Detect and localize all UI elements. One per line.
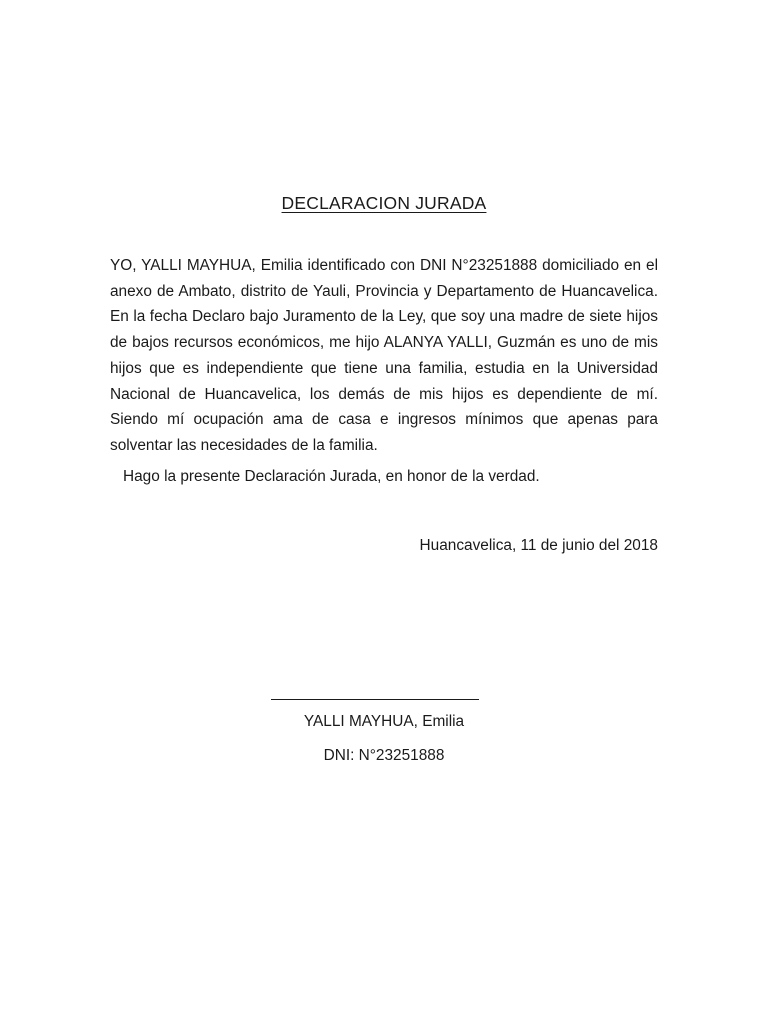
- document-title: DECLARACION JURADA: [281, 193, 487, 213]
- signatory-name: YALLI MAYHUA, Emilia: [303, 713, 465, 730]
- declaration-body-paragraph: YO, YALLI MAYHUA, Emilia identificado con DNI N°23251888 domiciliado en el anexo de Ambato, distrito de Yauli, Provincia y Departamento de Huancavelica. En la fecha Declaro bajo Juramento de la Ley, que soy una madre de siete hijos de bajos recursos económicos, me hijo ALANYA YALLI, Guzmán es uno de mis hijos que es independiente que tiene una familia, estudia en la Universidad Nacional de Huancavelica, los demás de mis hijos es dependiente de mí. Siendo mí ocupación ama de casa e ingresos mínimos que apenas para solventar las necesidades de la familia.: [110, 257, 658, 454]
- signatory-dni: DNI: N°23251888: [323, 747, 445, 764]
- signature-line: [271, 699, 479, 700]
- document-title-block: [0, 193, 768, 214]
- place-and-date: Huancavelica, 11 de junio del 2018: [419, 537, 658, 554]
- closing-statement: Hago la presente Declaración Jurada, en honor de la verdad.: [123, 468, 540, 485]
